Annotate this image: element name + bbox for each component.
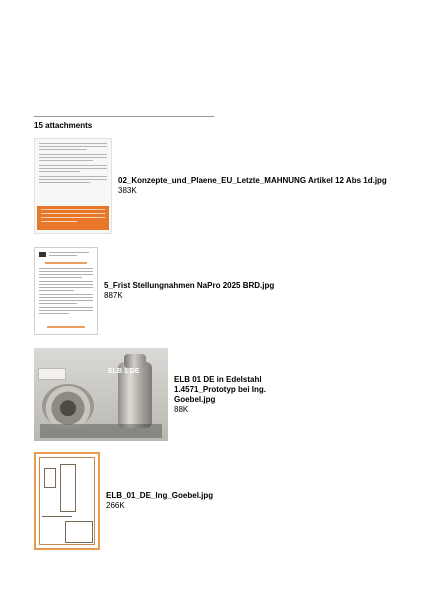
attachment-name[interactable]: ELB 01 DE in Edelstahl 1.4571_Prototyp bei Ing. Goebel.jpg xyxy=(174,374,267,404)
attachment-item[interactable] xyxy=(34,348,284,441)
thumbnail-label: ELB 1 DE xyxy=(108,368,140,375)
attachment-size: 383K xyxy=(118,186,137,195)
attachment-name[interactable]: 5_Frist Stellungnahmen NaPro 2025 BRD.jpg xyxy=(104,281,275,290)
attachment-thumbnail[interactable] xyxy=(34,247,98,335)
attachment-size: 266K xyxy=(106,501,125,510)
attachment-name[interactable]: ELB_01_DE_Ing_Goebel.jpg xyxy=(106,491,214,500)
attachment-item[interactable] xyxy=(34,247,274,335)
attachment-thumbnail[interactable] xyxy=(34,348,168,441)
attachments-count: 15 attachments xyxy=(34,121,93,130)
attachment-thumbnail[interactable] xyxy=(34,138,112,234)
attachment-name[interactable]: 02_Konzepte_und_Plaene_EU_Letzte_MAHNUNG Artikel 12 Abs 1d.jpg xyxy=(118,176,387,185)
attachment-size: 887K xyxy=(104,291,123,300)
attachment-size: 88K xyxy=(174,404,189,414)
divider xyxy=(34,116,214,117)
attachment-item[interactable] xyxy=(34,138,387,234)
attachment-item[interactable] xyxy=(34,452,213,550)
attachment-thumbnail[interactable] xyxy=(34,452,100,550)
